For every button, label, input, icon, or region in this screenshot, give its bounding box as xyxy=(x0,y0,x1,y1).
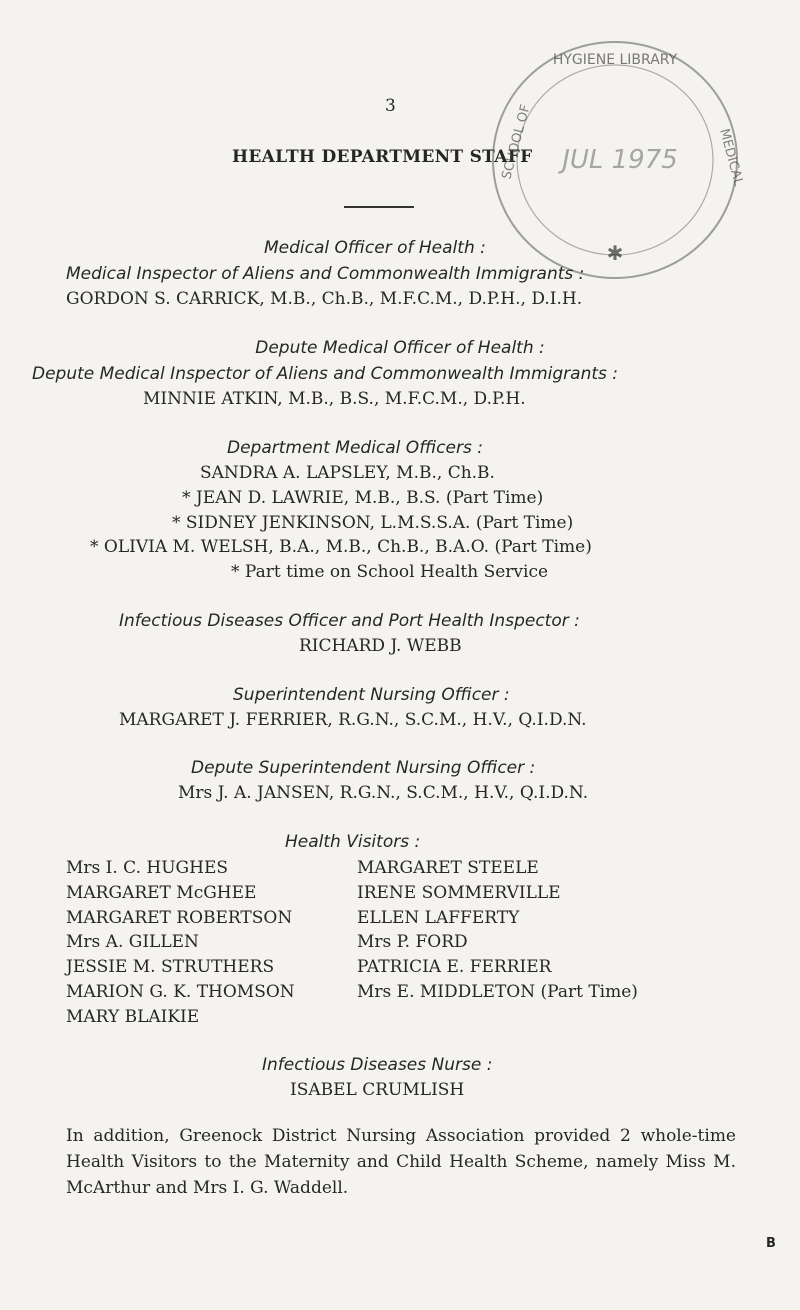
health-visitor-left-5: JESSIE M. STRUTHERS xyxy=(66,957,275,977)
page-number: 3 xyxy=(385,96,396,116)
stamp-right-text: MEDICAL xyxy=(716,127,746,188)
stamp-seal-icon xyxy=(480,30,750,290)
health-visitor-left-1: Mrs I. C. HUGHES xyxy=(66,858,229,878)
moh-title: Medical Officer of Health : xyxy=(264,238,486,258)
infectious-nurse-title: Infectious Diseases Nurse : xyxy=(262,1055,493,1075)
infectious-officer-title: Infectious Diseases Officer and Port Health Inspector : xyxy=(119,611,580,631)
health-visitor-left-7: MARY BLAIKIE xyxy=(66,1007,200,1027)
health-visitor-left-4: Mrs A. GILLEN xyxy=(66,932,199,952)
depute-superintendent-title: Depute Superintendent Nursing Officer : xyxy=(191,758,536,778)
health-visitors-title: Health Visitors : xyxy=(285,832,421,852)
depute-moh-name: MINNIE ATKIN, M.B., B.S., M.F.C.M., D.P.H. xyxy=(143,389,526,409)
depute-moh-title: Depute Medical Officer of Health : xyxy=(255,338,545,358)
dept-officers-title: Department Medical Officers : xyxy=(227,438,483,458)
library-stamp xyxy=(480,30,750,290)
moh-title-2: Medical Inspector of Aliens and Commonwealth Immigrants : xyxy=(66,264,585,284)
closing-paragraph: In addition, Greenock District Nursing Association provided 2 whole-time Health Visitors to the Maternity and Child Health Scheme, namely Miss M. McArthur and Mrs I. G. Waddell. xyxy=(66,1126,736,1198)
dept-officer-3: * SIDNEY JENKINSON, L.M.S.S.A. (Part Time) xyxy=(172,513,574,533)
superintendent-name: MARGARET J. FERRIER, R.G.N., S.C.M., H.V., Q.I.D.N. xyxy=(119,710,587,730)
heading-rule xyxy=(344,206,414,208)
stamp-date: JUL 1975 xyxy=(562,145,678,175)
corner-mark: B xyxy=(766,1236,776,1251)
svg-text:✱: ✱ xyxy=(606,241,624,265)
stamp-left-text: SCHOOL OF xyxy=(499,103,534,182)
health-visitor-right-6: Mrs E. MIDDLETON (Part Time) xyxy=(357,982,638,1002)
health-visitor-left-6: MARION G. K. THOMSON xyxy=(66,982,295,1002)
superintendent-title: Superintendent Nursing Officer : xyxy=(233,685,510,705)
health-visitor-right-2: IRENE SOMMERVILLE xyxy=(357,883,561,903)
health-visitor-right-3: ELLEN LAFFERTY xyxy=(357,908,520,928)
dept-officers-footnote: * Part time on School Health Service xyxy=(231,562,549,582)
dept-officer-2: * JEAN D. LAWRIE, M.B., B.S. (Part Time) xyxy=(182,488,544,508)
depute-superintendent-name: Mrs J. A. JANSEN, R.G.N., S.C.M., H.V., Q.I.D.N. xyxy=(178,783,589,803)
health-visitor-right-1: MARGARET STEELE xyxy=(357,858,539,878)
infectious-nurse-name: ISABEL CRUMLISH xyxy=(290,1080,465,1100)
stamp-top-text: HYGIENE LIBRARY xyxy=(552,52,678,68)
health-visitor-right-5: PATRICIA E. FERRIER xyxy=(357,957,552,977)
dept-officer-4: * OLIVIA M. WELSH, B.A., M.B., Ch.B., B.A.O. (Part Time) xyxy=(90,537,592,557)
depute-moh-title-2: Depute Medical Inspector of Aliens and Commonwealth Immigrants : xyxy=(32,364,619,384)
dept-officer-1: SANDRA A. LAPSLEY, M.B., Ch.B. xyxy=(200,463,495,483)
health-visitor-left-2: MARGARET McGHEE xyxy=(66,883,257,903)
health-visitor-left-3: MARGARET ROBERTSON xyxy=(66,908,293,928)
page-heading: HEALTH DEPARTMENT STAFF xyxy=(232,147,533,167)
moh-name: GORDON S. CARRICK, M.B., Ch.B., M.F.C.M., D.P.H., D.I.H. xyxy=(66,289,583,309)
health-visitor-right-4: Mrs P. FORD xyxy=(357,932,468,952)
infectious-officer-name: RICHARD J. WEBB xyxy=(299,636,462,656)
